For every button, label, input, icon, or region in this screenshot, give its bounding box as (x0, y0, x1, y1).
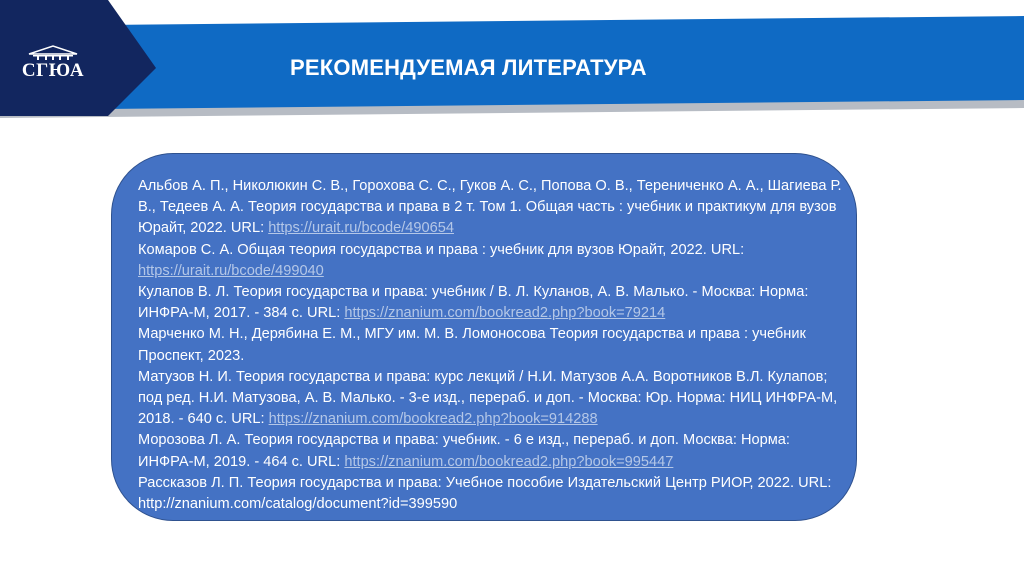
reference-text: Матузов Н. И. Теория государства и права: курс лекций / Н.И. Матузов А.А. Воротников В.Л. Кулапов; под ред. Н.И. Матузова, А. В. Малько. - 3-е изд., перераб. и доп. - Москва: Юр. Норма: НИЦ ИНФРА-М, 2018. - 640 с. URL: (138, 368, 838, 428)
reference-link[interactable]: https://znanium.com/bookread2.php?book=914288 (268, 411, 598, 428)
reference-item (138, 324, 844, 366)
page-title: РЕКОМЕНДУЕМАЯ ЛИТЕРАТУРА (290, 55, 647, 80)
reference-link[interactable]: https://urait.ru/bcode/499040 (138, 262, 324, 279)
reference-text: Кулапов В. Л. Теория государства и права: учебник / В. Л. Куланов, А. В. Малько. - Москва: Норма: ИНФРА-М, 2017. - 384 с. URL: (138, 284, 809, 322)
reference-link[interactable]: https://znanium.com/bookread2.php?book=995447 (344, 453, 674, 470)
reference-text: Морозова Л. А. Теория государства и права: учебник. - 6 е изд., перераб. и доп. Москва: Норма: ИНФРА-М, 2019. - 464 с. URL: (138, 432, 790, 470)
references-list (138, 176, 844, 515)
reference-text: Комаров С. А. Общая теория государства и права : учебник для вузов Юрайт, 2022. URL: (138, 241, 745, 258)
reference-link[interactable]: https://urait.ru/bcode/490654 (268, 220, 454, 237)
reference-item (138, 176, 844, 240)
reference-text: Марченко М. Н., Дерябина Е. М., МГУ им. М. В. Ломоносова Теория государства и права : учебник Проспект, 2023. (138, 326, 806, 364)
reference-item (138, 473, 844, 515)
reference-item (138, 282, 844, 324)
logo-text: СГЮА (21, 60, 85, 81)
reference-item (138, 367, 844, 431)
reference-item (138, 430, 844, 472)
reference-link[interactable]: https://znanium.com/bookread2.php?book=79214 (344, 305, 666, 322)
reference-text: Альбов А. П., Николюкин С. В., Горохова С. С., Гуков А. С., Попова О. В., Терениченко А. А., Шагиева Р. В., Тедеев А. А. Теория государства и права в 2 т. Том 1. Общая часть : учебник и практикум для вузов Юрайт, 2022. URL: (138, 178, 842, 237)
reference-text: Рассказов Л. П. Теория государства и права: Учебное пособие Издательский Центр РИОР, 2022. URL: http://znanium.com/catalog/document?id=399590 (138, 474, 832, 513)
references-panel (111, 153, 857, 521)
building-icon (23, 44, 83, 60)
logo[interactable] (16, 44, 90, 96)
reference-item (138, 240, 844, 282)
